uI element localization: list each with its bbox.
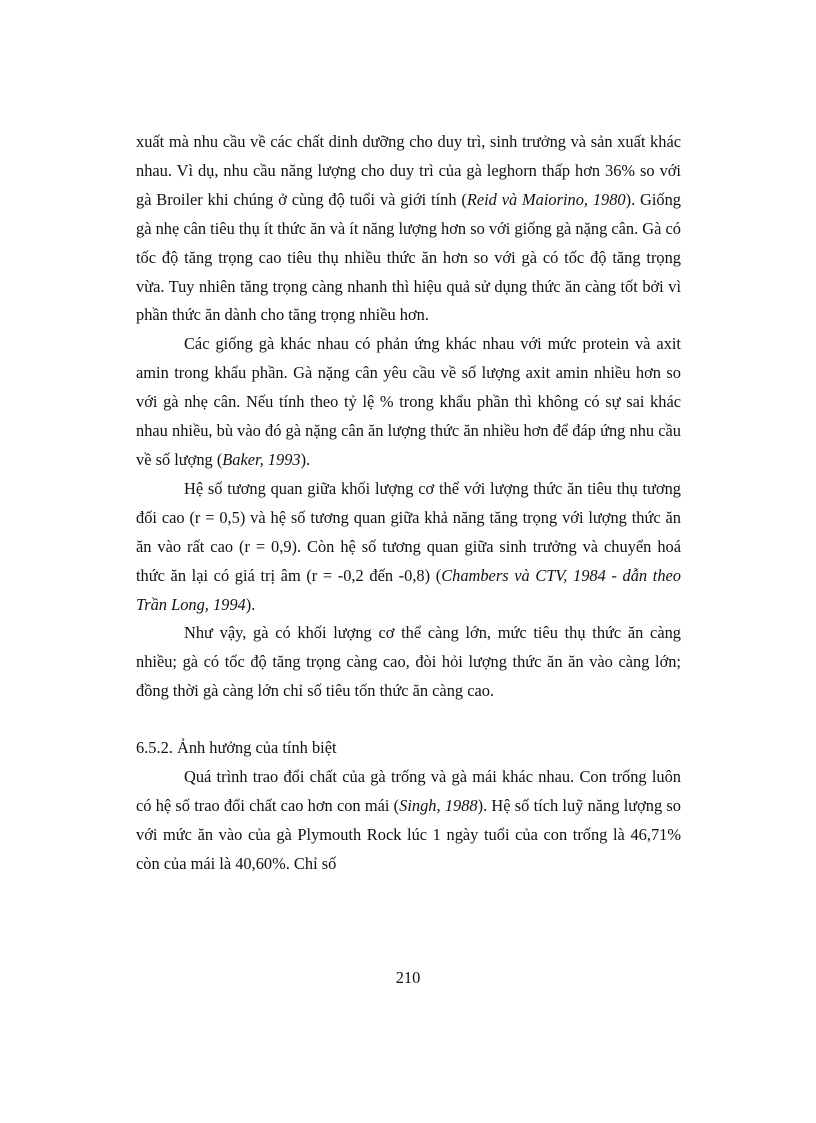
citation: Singh, 1988 (399, 795, 478, 815)
paragraph-2 (136, 330, 681, 475)
paragraph-4 (136, 619, 681, 706)
paragraph-text: Các giống gà khác nhau có phản ứng khác nhau với mức protein và axit amin trong khẩu phần. Gà nặng cân yêu cầu về số lượng axit amin nhiều hơn so với gà nhẹ cân. Nếu tính theo tỷ lệ % trong khẩu phần thì không có sự sai khác nhau nhiều, bù vào đó gà nặng cân ăn lượng thức ăn nhiều hơn để đáp ứng nhu cầu về số lượng ( (136, 334, 681, 469)
citation: Baker, 1993 (222, 449, 301, 469)
page-content (136, 128, 681, 879)
paragraph-text: ). (245, 594, 256, 614)
citation: Chambers và CTV, 1984 - dẫn theo Trần Long, 1994 (136, 565, 681, 614)
citation: Reid và Maiorino, 1980 (466, 189, 626, 209)
paragraph-text: ). (300, 449, 311, 469)
paragraph-3 (136, 475, 681, 620)
paragraph-text: ). Hệ số tích luỹ năng lượng so với mức ăn vào của gà Plymouth Rock lúc 1 ngày tuổi của con trống là 46,71% còn của mái là 40,60%. Chỉ số (136, 795, 681, 873)
paragraph-text: ). Giống gà nhẹ cân tiêu thụ ít thức ăn và ít năng lượng hơn so với giống gà nặng cân. Gà có tốc độ tăng trọng cao tiêu thụ nhiều thức ăn hơn so với gà có tốc độ tăng trọng vừa. Tuy nhiên tăng trọng càng nhanh thì hiệu quả sử dụng thức ăn càng tốt bởi vì phần thức ăn dành cho tăng trọng nhiều hơn. (136, 189, 681, 325)
page-number: 210 (395, 968, 421, 987)
paragraph-5 (136, 763, 681, 879)
paragraph-text: Hệ số tương quan giữa khối lượng cơ thể với lượng thức ăn tiêu thụ tương đối cao (r = 0,5) và hệ số tương quan giữa khả năng tăng trọng với lượng thức ăn ăn vào rất cao (r = 0,9). Còn hệ số tương quan giữa sinh trưởng và chuyển hoá thức ăn lại có giá trị âm (r = -0,2 đến -0,8) ( (136, 478, 681, 585)
paragraph-1 (136, 128, 681, 330)
paragraph-text: Như vậy, gà có khối lượng cơ thể càng lớn, mức tiêu thụ thức ăn càng nhiều; gà có tốc độ tăng trọng càng cao, đòi hỏi lượng thức ăn ăn vào càng lớn; đồng thời gà càng lớn chỉ số tiêu tốn thức ăn càng cao. (136, 623, 681, 701)
section-heading: 6.5.2. Ảnh hưởng của tính biệt (136, 738, 337, 758)
paragraph-text: xuất mà nhu cầu về các chất dinh dưỡng cho duy trì, sinh trưởng và sản xuất khác nhau. Vì dụ, nhu cầu năng lượng cho duy trì của gà leghorn thấp hơn 36% so với gà Broiler khi chúng ở cùng độ tuổi và giới tính ( (136, 132, 681, 209)
paragraph-text: Quá trình trao đổi chất của gà trống và gà mái khác nhau. Con trống luôn có hệ số trao đổi chất cao hơn con mái ( (136, 767, 681, 815)
